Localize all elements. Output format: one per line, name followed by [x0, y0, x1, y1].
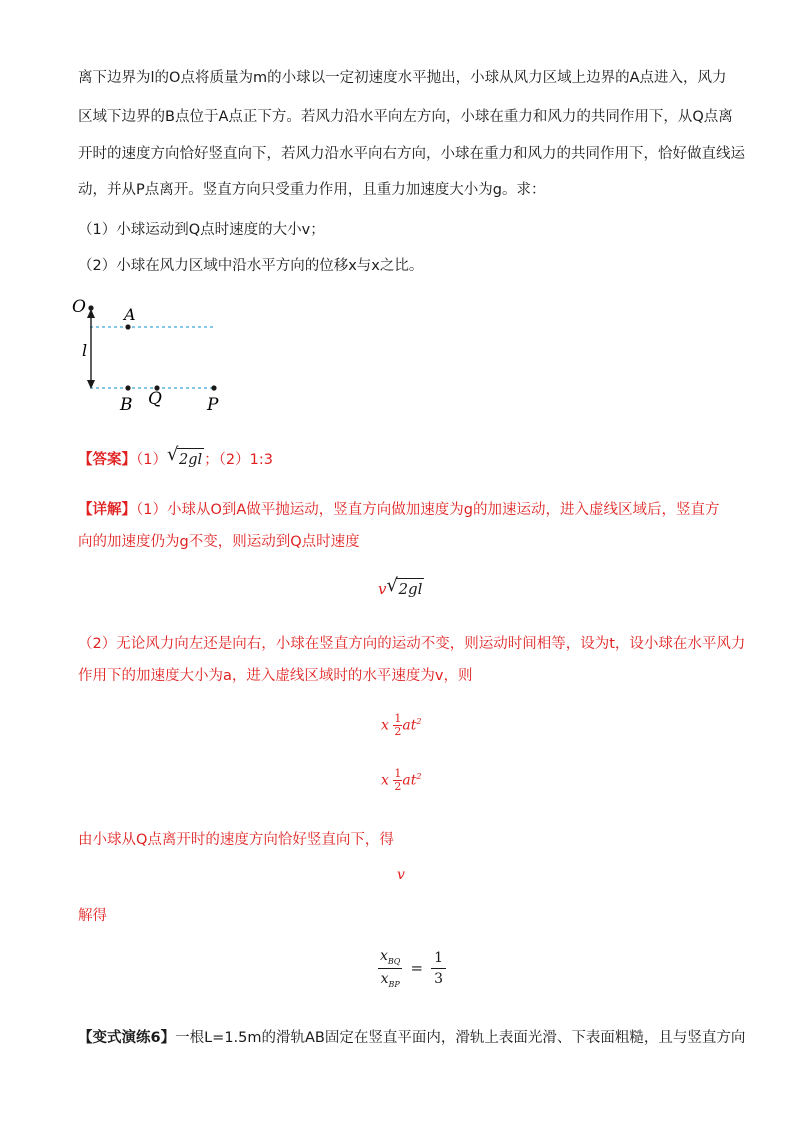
point-B [125, 385, 130, 390]
ratio-value-denominator: 3 [434, 970, 444, 987]
question-1: （1）小球运动到Q点时速度的大小v； [78, 222, 325, 238]
equation-2 [381, 768, 421, 793]
ratio-numerator [378, 948, 402, 969]
next-problem-text: 一根L=1.5m的滑轨AB固定在竖直平面内，滑轨上表面光滑、下表面粗糙，且与竖直方向 [175, 1030, 746, 1046]
problem-line-1: 离下边界为l的O点将质量为m的小球以一定初速度水平抛出，小球从风力区域上边界的A点进入，风力 [78, 70, 727, 86]
ratio-left-fraction [378, 948, 402, 989]
ratio-value-numerator: 1 [431, 950, 446, 969]
ratio-right-fraction [431, 950, 446, 987]
equation-2-numerator: 1 [394, 767, 402, 780]
next-problem-line [78, 1028, 745, 1048]
answer-part1-sqrt [166, 444, 204, 470]
equation-1-rhs: at [402, 717, 417, 734]
equation-v-lhs: v [378, 580, 387, 598]
equation-v [378, 575, 424, 598]
equation-2-denominator: 2 [394, 780, 402, 793]
equation-v-radicand: 2gl [398, 580, 423, 598]
equation-2-lhs: x [381, 772, 389, 789]
equation-2-exponent: 2 [416, 771, 422, 781]
equation-2-rhs: at [402, 772, 417, 789]
ratio-denominator-sub: BP [388, 979, 400, 989]
motion-diagram [66, 292, 266, 422]
problem-line-4: 动，并从P点离开。竖直方向只受重力作用，且重力加速度大小为g。求： [78, 182, 546, 198]
answer-line [78, 444, 273, 470]
radical-icon: √ [386, 575, 398, 596]
arrow-head-down-icon [87, 380, 95, 389]
equation-1-exponent: 2 [416, 716, 422, 726]
point-O [88, 305, 93, 310]
detail-p2-line1: （2）无论风力向左还是向右，小球在竖直方向的运动不变，则运动时间相等，设为t，设小球在水平风力 [78, 636, 746, 652]
label-P: P [207, 395, 219, 415]
equation-1-numerator: 1 [394, 712, 402, 725]
problem-line-3: 开时的速度方向恰好竖直向下，若风力沿水平向右方向，小球在重力和风力的共同作用下，恰好做直线运 [78, 146, 745, 162]
point-A [125, 324, 130, 329]
next-problem-tag: 【变式演练6】 [78, 1030, 176, 1046]
ratio-denominator [378, 969, 402, 989]
equation-1-denominator: 2 [394, 725, 402, 738]
equation-2-fraction [393, 768, 402, 793]
detail-tag: 【详解】 [78, 502, 136, 518]
equation-ratio [378, 948, 446, 989]
equation-1-lhs: x [381, 717, 389, 734]
label-Q: Q [148, 389, 162, 409]
detail-p2-line2: 作用下的加速度大小为a，进入虚线区域时的水平速度为v，则 [78, 668, 473, 684]
detail-p1-line1: （1）小球从O到A做平抛运动，竖直方向做加速度为g的加速运动，进入虚线区域后，竖直方 [136, 502, 720, 518]
label-l: l [82, 341, 88, 360]
answer-part1-radicand: 2gl [177, 448, 204, 470]
equation-1 [381, 713, 421, 738]
answer-tag: 【答案】 [78, 452, 136, 468]
detail-line-1 [78, 500, 720, 520]
radical-icon: √ [166, 444, 179, 465]
ratio-equals: = [410, 959, 424, 978]
detail-solve-label: 解得 [78, 908, 107, 924]
label-O: O [72, 297, 86, 317]
point-P [211, 385, 216, 390]
label-A: A [124, 305, 136, 324]
answer-separator: ； [204, 452, 219, 468]
detail-p1-line2: 向的加速度仍为g不变，则运动到Q点时速度 [78, 534, 360, 550]
ratio-denominator-var: x [380, 970, 389, 987]
ratio-numerator-var: x [380, 948, 388, 964]
equation-3: v [397, 867, 405, 883]
question-2: （2）小球在风力区域中沿水平方向的位移x与x之比。 [78, 258, 424, 274]
label-B: B [120, 395, 133, 415]
detail-p3: 由小球从Q点离开时的速度方向恰好竖直向下，得 [78, 832, 394, 848]
answer-part1-prefix: （1） [136, 452, 167, 468]
equation-1-fraction [393, 713, 402, 738]
ratio-numerator-sub: BQ [387, 956, 401, 966]
problem-line-2: 区域下边界的B点位于A点正下方。若风力沿水平向左方向，小球在重力和风力的共同作用下，从Q点离 [78, 109, 733, 125]
equation-v-sqrt [386, 575, 424, 598]
answer-part2: （2）1:3 [218, 452, 273, 468]
